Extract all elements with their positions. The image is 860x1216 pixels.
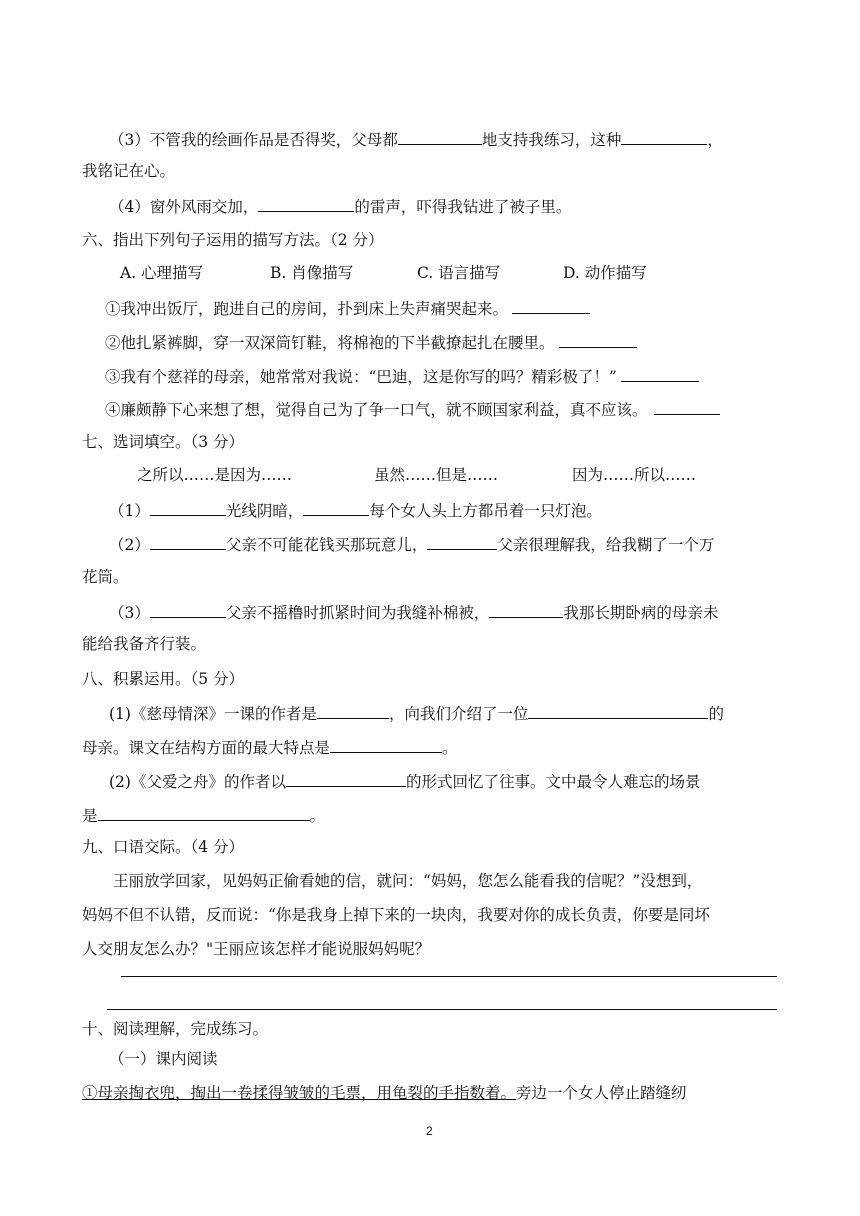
s9-paragraph-line1: 王丽放学回家，见妈妈正偷看她的信，就问：“妈妈，您怎么能看我的信呢？”没想到，: [113, 872, 703, 890]
s6-item-3: ③我有个慈祥的母亲，她常常对我说：“巴迪，这是你写的吗？精彩极了！”: [105, 365, 699, 387]
s7-q3-line1: （3） 父亲不摇橹时抓紧时间为我缝补棉被， 我那长期卧病的母亲未: [109, 601, 718, 623]
option-a: A. 心理描写: [120, 264, 204, 282]
s7-word-bank: [137, 465, 696, 485]
section-8-title: 八、积累运用。（5 分）: [82, 670, 245, 688]
s7-q3-line2: 能给我备齐行装。: [82, 635, 207, 653]
answer-blank[interactable]: [559, 331, 637, 348]
underlined-sentence: ①母亲掏衣兜，掏出一卷揉得皱皱的毛票，用龟裂的手指数着。: [82, 1084, 517, 1102]
word-option: 虽然……但是……: [374, 466, 499, 484]
page-number: 2: [426, 1124, 433, 1138]
section-7-title: 七、选词填空。（3 分）: [82, 433, 245, 451]
s9-paragraph-line2: 妈妈不但不认错，反而说：“你是我身上掉下来的一块肉，我要对你的成长负责，你要是同坏: [82, 906, 710, 924]
answer-blank[interactable]: [621, 365, 699, 382]
s7-q2-line2: 花筒。: [82, 568, 129, 586]
answer-blank[interactable]: [398, 128, 482, 145]
option-c: C. 语言描写: [417, 264, 501, 282]
s5-q3-line1: （3）不管我的绘画作品是否得奖，父母都 地支持我练习，这种 ，: [109, 128, 723, 150]
answer-blank[interactable]: [512, 297, 590, 314]
answer-blank[interactable]: [317, 702, 389, 719]
s7-q2-line1: （2） 父亲不可能花钱买那玩意儿， 父亲很理解我，给我糊了一个万: [109, 533, 714, 555]
s6-item-2: ②他扎紧裤脚，穿一双深筒钉鞋，将棉袍的下半截撩起扎在腰里。: [105, 331, 637, 353]
section-10-title: 十、阅读理解，完成练习。: [82, 1020, 269, 1038]
answer-blank[interactable]: [621, 128, 707, 145]
answer-blank[interactable]: [489, 601, 563, 618]
answer-blank[interactable]: [98, 804, 310, 821]
section-9-title: 九、口语交际。（4 分）: [82, 838, 245, 856]
answer-blank[interactable]: [330, 736, 442, 753]
s7-q1: （1） 光线阴暗， 每个女人头上方都吊着一只灯泡。: [109, 499, 602, 521]
answer-blank[interactable]: [654, 398, 720, 415]
answer-line[interactable]: [121, 976, 777, 977]
s10-reading-line1: ①母亲掏衣兜，掏出一卷揉得皱皱的毛票，用龟裂的手指数着。旁边一个女人停止踏缝纫: [82, 1084, 687, 1102]
answer-line[interactable]: [107, 1009, 777, 1010]
answer-blank[interactable]: [258, 195, 354, 212]
s8-q1-line1: (1)《慈母情深》一课的作者是 ，向我们介绍了一位 的: [109, 702, 724, 724]
answer-blank[interactable]: [150, 601, 226, 618]
s8-q2-line1: (2)《父爱之舟》的作者以 的形式回忆了往事。文中最令人难忘的场景: [109, 770, 700, 792]
s9-paragraph-line3: 人交朋友怎么办？"王丽应该怎样才能说服妈妈呢？: [82, 940, 431, 958]
answer-blank[interactable]: [150, 533, 226, 550]
option-b: B. 肖像描写: [270, 264, 354, 282]
word-option: 之所以……是因为……: [137, 466, 293, 484]
section-6-title: 六、指出下列句子运用的描写方法。（2 分）: [82, 231, 384, 249]
option-d: D. 动作描写: [563, 264, 647, 282]
s10-subtitle: （一）课内阅读: [109, 1050, 218, 1068]
s8-q2-line2: 是 。: [82, 804, 325, 826]
s6-item-4: ④廉颇静下心来想了想，觉得自己为了争一口气，就不顾国家利益，真不应该。: [105, 398, 720, 420]
answer-blank[interactable]: [303, 499, 369, 516]
s5-q4-line: （4）窗外风雨交加， 的雷声，吓得我钻进了被子里。: [109, 195, 571, 217]
s6-options: [120, 263, 647, 283]
answer-blank[interactable]: [528, 702, 708, 719]
s8-q1-line2: 母亲。课文在结构方面的最大特点是 。: [82, 736, 458, 758]
answer-blank[interactable]: [427, 533, 497, 550]
word-option: 因为……所以……: [572, 466, 697, 484]
answer-blank[interactable]: [286, 770, 406, 787]
s6-item-1: ①我冲出饭厅，跑进自己的房间，扑到床上失声痛哭起来。: [105, 297, 590, 319]
answer-blank[interactable]: [150, 499, 226, 516]
s5-q3-line2: 我铭记在心。: [82, 162, 176, 180]
